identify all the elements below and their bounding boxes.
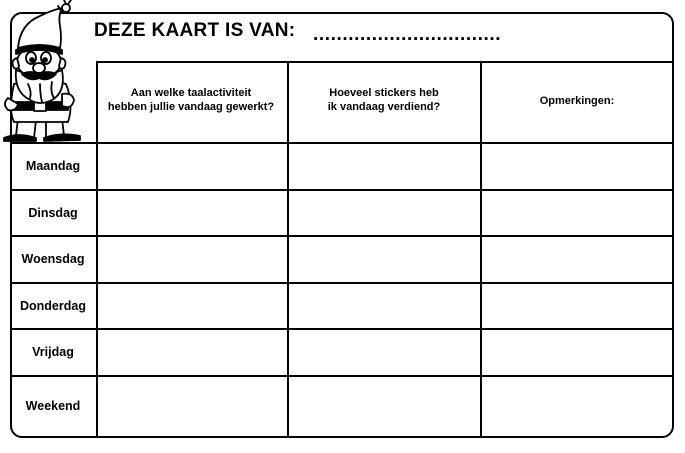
card-title: DEZE KAART IS VAN: xyxy=(94,20,296,41)
header-bottom-line xyxy=(11,142,672,144)
name-blank[interactable]: ................................ xyxy=(313,24,502,45)
col-divider-2 xyxy=(287,61,289,437)
col-divider-1 xyxy=(96,61,98,437)
row-label-vrijdag: Vrijdag xyxy=(32,345,74,359)
column-header-activity: Aan welke taalactiviteit hebben jullie vandaag gewerkt? xyxy=(107,87,275,113)
header-top-line xyxy=(96,61,672,63)
row-line xyxy=(11,328,672,330)
gnome-icon xyxy=(0,0,96,145)
row-line xyxy=(11,282,672,284)
row-label-dinsdag: Dinsdag xyxy=(28,205,78,220)
row-line xyxy=(11,189,672,191)
row-label-maandag: Maandag xyxy=(25,159,81,173)
row-line xyxy=(11,375,672,377)
col-divider-3 xyxy=(480,61,482,437)
column-header-stickers: Hoeveel stickers heb ik vandaag verdiend? xyxy=(327,87,441,113)
row-label-woensdag: Woensdag xyxy=(21,252,85,266)
row-label-donderdag: Donderdag xyxy=(20,298,86,313)
column-header-remarks: Opmerkingen: xyxy=(539,95,615,107)
row-line xyxy=(11,235,672,237)
row-label-weekend: Weekend xyxy=(25,399,81,413)
